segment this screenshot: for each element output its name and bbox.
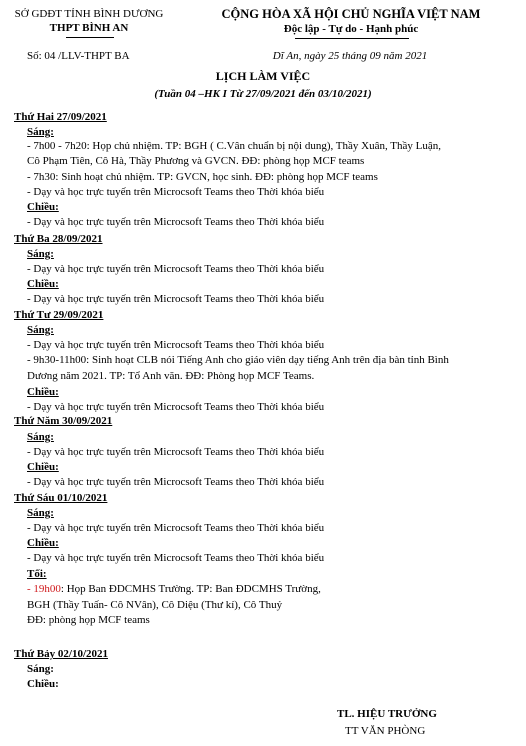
afternoon-label: Chiều: [27, 201, 59, 213]
day-heading-friday: Thứ Sáu 01/10/2021 [14, 492, 108, 504]
department-name: SỞ GDĐT TỈNH BÌNH DƯƠNG [14, 8, 164, 20]
motto: Độc lập - Tự do - Hạnh phúc [283, 23, 419, 35]
schedule-item: - Dạy và học trực tuyến trên Microcsoft Teams theo Thời khóa biểu [27, 263, 325, 275]
morning-label: Sáng: [27, 507, 54, 519]
day-heading-wednesday: Thứ Tư 29/09/2021 [14, 309, 104, 321]
page-title: LỊCH LÀM VIỆC [215, 69, 311, 83]
afternoon-label: Chiều: [27, 537, 59, 549]
afternoon-label: Chiều: [27, 678, 59, 690]
signature-title: TL. HIỆU TRƯỞNG [337, 708, 437, 720]
school-underline [66, 37, 114, 38]
highlight-time: 19h00 [33, 583, 61, 595]
schedule-item: - 9h30-11h00: Sinh hoạt CLB nói Tiếng Anh cho giáo viên dạy tiếng Anh trên địa bàn tỉnh Bình [27, 354, 449, 366]
place-date: Dĩ An, ngày 25 tháng 09 năm 2021 [272, 50, 428, 62]
schedule-item: - Dạy và học trực tuyến trên Microcsoft Teams theo Thời khóa biểu [27, 293, 325, 305]
motto-underline [295, 38, 409, 39]
schedule-item: - Dạy và học trực tuyến trên Microcsoft Teams theo Thời khóa biểu [27, 446, 325, 458]
schedule-item: - Dạy và học trực tuyến trên Microcsoft Teams theo Thời khóa biểu [27, 186, 325, 198]
schedule-item: ĐĐ: phòng họp MCF teams [27, 614, 150, 626]
morning-label: Sáng: [27, 324, 54, 336]
afternoon-label: Chiều: [27, 461, 59, 473]
schedule-item: - Dạy và học trực tuyến trên Microcsoft Teams theo Thời khóa biểu [27, 522, 325, 534]
item-dash: - [27, 583, 34, 595]
schedule-item [27, 583, 321, 595]
schedule-item: - 7h00 - 7h20: Họp chủ nhiệm. TP: BGH ( C.Vân chuẩn bị nội dung), Thầy Xuân, Thầy Luận, [27, 140, 441, 152]
morning-label: Sáng: [27, 663, 54, 675]
schedule-item: Cô Phạm Tiên, Cô Hà, Thầy Phương và GVCN. ĐĐ: phòng họp MCF teams [27, 155, 365, 167]
schedule-item: BGH (Thầy Tuấn- Cô NVân), Cô Diệu (Thư kí), Cô Thuỷ [27, 599, 283, 611]
schedule-item: Dương năm 2021. TP: Tổ Anh văn. ĐĐ: Phòng họp MCF Teams. [27, 370, 315, 382]
school-name: THPT BÌNH AN [49, 22, 129, 34]
signature-office: TT VĂN PHÒNG [345, 725, 426, 737]
evening-label: Tối: [27, 568, 47, 580]
afternoon-label: Chiều: [27, 278, 59, 290]
schedule-item: - Dạy và học trực tuyến trên Microcsoft Teams theo Thời khóa biểu [27, 339, 325, 351]
schedule-item: - Dạy và học trực tuyến trên Microcsoft Teams theo Thời khóa biểu [27, 216, 325, 228]
item-text: : Họp Ban ĐDCMHS Trường. TP: Ban ĐDCMHS Trường, [60, 583, 321, 595]
nation-name: CỘNG HÒA XÃ HỘI CHỦ NGHĨA VIỆT NAM [221, 7, 481, 21]
day-heading-tuesday: Thứ Ba 28/09/2021 [14, 233, 103, 245]
day-heading-saturday: Thứ Bảy 02/10/2021 [14, 648, 109, 660]
morning-label: Sáng: [27, 126, 54, 138]
schedule-item: - 7h30: Sinh hoạt chủ nhiệm. TP: GVCN, học sinh. ĐĐ: phòng họp MCF teams [27, 171, 378, 183]
page-subtitle: (Tuần 04 –HK I Từ 27/09/2021 đến 03/10/2021) [154, 88, 372, 100]
document-number: Số: 04 /LLV-THPT BA [27, 50, 130, 62]
day-heading-thursday: Thứ Năm 30/09/2021 [14, 415, 113, 427]
schedule-item: - Dạy và học trực tuyến trên Microcsoft Teams theo Thời khóa biểu [27, 552, 325, 564]
schedule-item: - Dạy và học trực tuyến trên Microcsoft Teams theo Thời khóa biểu [27, 476, 325, 488]
afternoon-label: Chiều: [27, 386, 59, 398]
morning-label: Sáng: [27, 431, 54, 443]
day-heading-monday: Thứ Hai 27/09/2021 [14, 111, 107, 123]
morning-label: Sáng: [27, 248, 54, 260]
schedule-item: - Dạy và học trực tuyến trên Microcsoft Teams theo Thời khóa biểu [27, 401, 325, 413]
